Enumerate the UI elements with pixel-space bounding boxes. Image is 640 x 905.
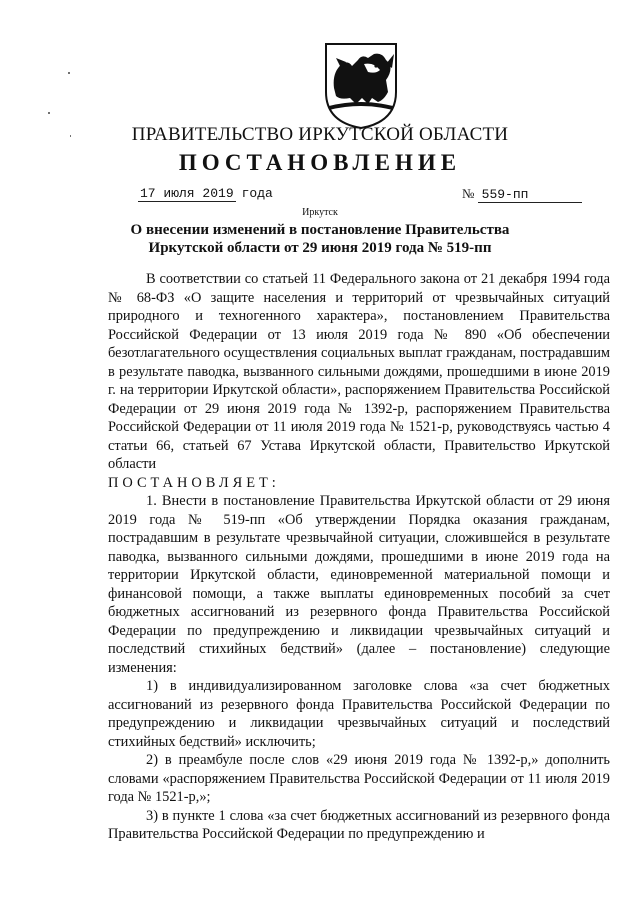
- year-word: года: [241, 186, 273, 201]
- date-value: 17 июля 2019: [140, 186, 234, 201]
- irkutsk-coat-of-arms-icon: [322, 40, 400, 130]
- government-name: ПРАВИТЕЛЬСТВО ИРКУТСКОЙ ОБЛАСТИ: [131, 124, 509, 145]
- subitem-3-paragraph: 3) в пункте 1 слова «за счет бюджетных ассигнований из резервного фонда Правительства Российской Федерации по предупреждению и: [108, 807, 610, 842]
- city-name: Иркутск: [302, 207, 338, 218]
- subitem-2-paragraph: 2) в преамбуле после слов «29 июня 2019 года № 1392-р,» дополнить словами «распоряжением Правительства Российской Федерации от 11 июля 2019 года № 1521-р,»;: [108, 752, 610, 805]
- resolves-word: ПОСТАНОВЛЯЕТ:: [108, 474, 280, 491]
- document-body: [108, 270, 610, 844]
- number-sign: №: [462, 186, 475, 201]
- number-value: 559-пп: [478, 187, 582, 203]
- subitem-1-paragraph: 1) в индивидуализированном заголовке слова «за счет бюджетных ассигнований из резервного фонда Правительства Российской Федерации по предупреждению и ликвидации чрезвычайных ситуаций и последствий стихийных бедствий» исключить;: [108, 678, 610, 750]
- scan-speck: [68, 72, 70, 74]
- document-number: [462, 186, 582, 203]
- scan-speck: [48, 112, 50, 114]
- item-1-paragraph: 1. Внести в постановление Правительства Иркутской области от 29 июня 2019 года № 519-пп «Об утверждении Порядка оказания гражданам, пострадавшим в результате чрезвычайной ситуации, сложившейся в результате паводка, вызванного сильными дождями, прошедшими в июне 2019 года на территории Иркутской области, единовременной материальной помощи и финансовой помощи, а также выплаты единовременных пособий за счет бюджетных ассигнований из резервного фонда Правительства Российской Федерации по предупреждению и ликвидации чрезвычайных ситуаций и последствий стихийных бедствий» (далее – постановление) следующие изменения:: [108, 493, 610, 676]
- document-title: О внесении изменений в постановление Правительства Иркутской области от 29 июня 2019 года № 519-пп: [130, 222, 510, 256]
- preamble-paragraph: В соответствии со статьей 11 Федерального закона от 21 декабря 1994 года № 68-ФЗ «О защите населения и территорий от чрезвычайных ситуаций природного и техногенного характера», постановлением Правительства Российской Федерации от 13 июля 2019 года № 890 «Об обеспечении безотлагательного осуществления социальных выплат гражданам, пострадавшим в результате паводка, вызванного сильными дождями, прошедшими в июне 2019 г. на территории Иркутской области», распоряжением Правительства Российской Федерации от 29 июня 2019 года № 1392-р, распоряжением Правительства Российской Федерации от 11 июля 2019 года № 1521-р, руководствуясь частью 4 статьи 66, статьей 67 Устава Иркутской области, Правительство Иркутской области: [108, 271, 610, 472]
- document-type: ПОСТАНОВЛЕНИЕ: [178, 150, 462, 175]
- scan-speck: [70, 135, 71, 137]
- document-date: [138, 186, 273, 202]
